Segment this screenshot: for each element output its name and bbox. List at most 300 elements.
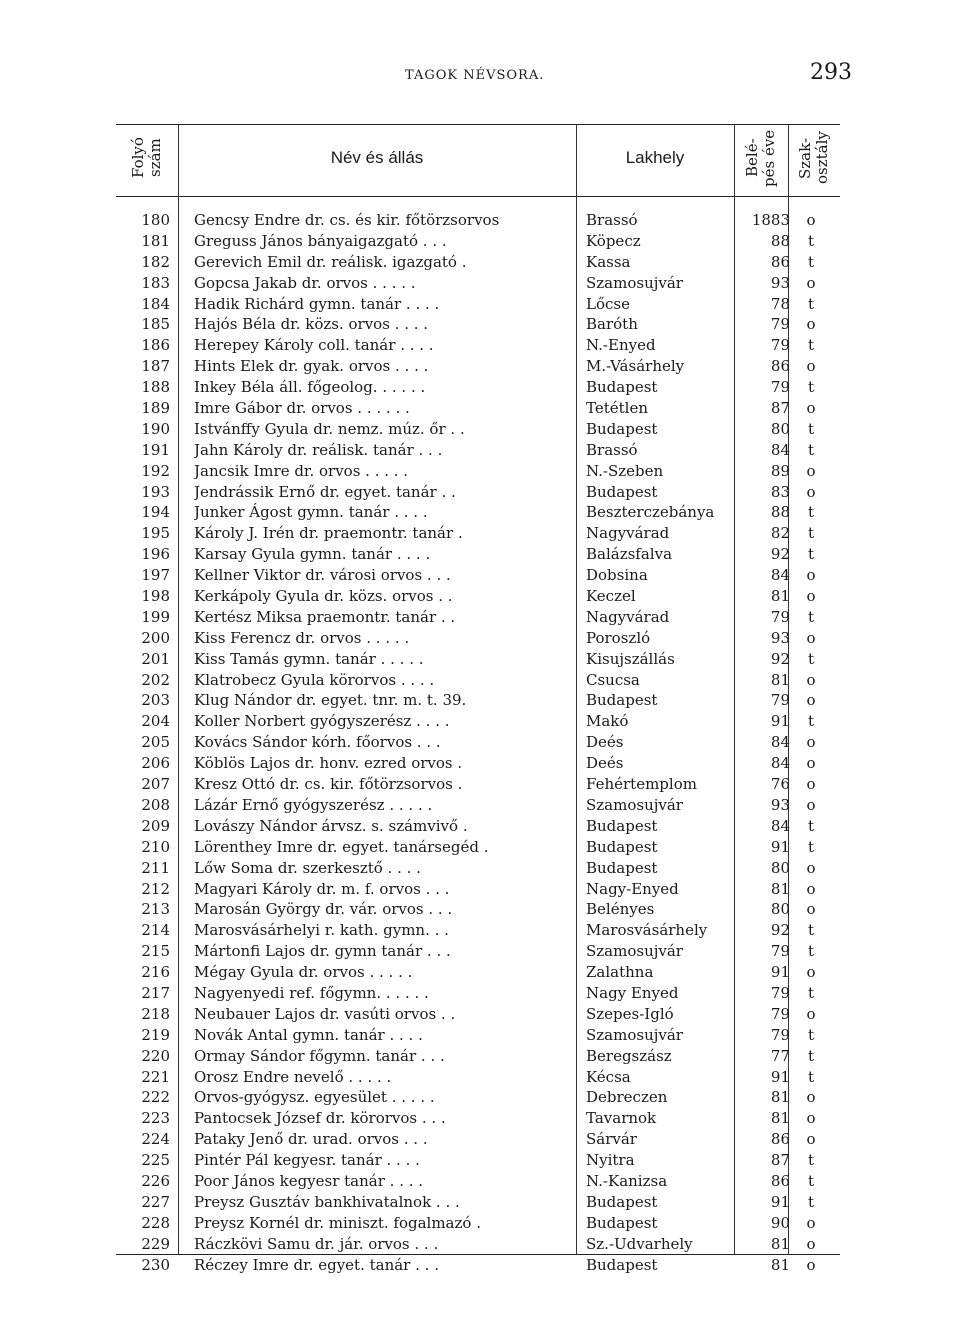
joined-year: 1883 — [751, 211, 790, 229]
row-number: 182 — [141, 252, 170, 271]
table-row — [116, 294, 840, 315]
table-row — [116, 586, 840, 607]
header-bottom-rule — [116, 196, 840, 197]
member-residence: Belényes — [586, 900, 655, 919]
member-residence: Budapest — [586, 1255, 658, 1274]
row-number: 207 — [141, 775, 170, 794]
joined-year: 79 — [770, 691, 790, 710]
table-row — [116, 1108, 840, 1129]
section-code: o — [806, 879, 816, 898]
member-name: Junker Ágost gymn. tanár . . . . — [194, 503, 428, 522]
member-residence: Budapest — [586, 1213, 658, 1232]
member-name: Istvánffy Gyula dr. nemz. múz. őr . . — [194, 419, 465, 438]
member-residence: Budapest — [586, 858, 658, 877]
row-number: 225 — [141, 1151, 170, 1170]
row-number: 194 — [141, 503, 170, 522]
member-residence: Tetétlen — [586, 399, 648, 418]
row-number: 218 — [141, 1004, 170, 1023]
member-residence: Kassa — [586, 252, 631, 271]
member-residence: Budapest — [586, 816, 658, 835]
section-code: o — [806, 461, 816, 480]
row-number: 220 — [141, 1046, 170, 1065]
joined-year: 92 — [770, 649, 790, 668]
table-row — [116, 565, 840, 586]
table-row — [116, 523, 840, 544]
section-code: o — [806, 775, 816, 794]
member-residence: Marosvásárhely — [586, 921, 708, 940]
joined-year: 91 — [770, 837, 790, 856]
joined-year: 83 — [770, 482, 790, 501]
table-row — [116, 732, 840, 753]
member-residence: Nagy Enyed — [586, 983, 679, 1002]
member-name: Mégay Gyula dr. orvos . . . . . — [194, 963, 413, 982]
joined-year: 91 — [770, 963, 790, 982]
member-name: Jahn Károly dr. reálisk. tanár . . . — [194, 440, 443, 459]
table-row — [116, 461, 840, 482]
header-joined-label: Belé-pés éve — [743, 129, 778, 187]
member-name: Magyari Károly dr. m. f. orvos . . . — [194, 879, 450, 898]
member-residence: Baróth — [586, 315, 638, 334]
member-name: Inkey Béla áll. főgeolog. . . . . . — [194, 378, 426, 397]
member-residence: Budapest — [586, 419, 658, 438]
row-number: 221 — [141, 1067, 170, 1086]
table-row — [116, 502, 840, 523]
section-code: o — [806, 211, 816, 229]
header-place-label: Lakhely — [625, 148, 685, 167]
table-row — [116, 816, 840, 837]
member-name: Köblös Lajos dr. honv. ezred orvos . — [194, 754, 463, 773]
table-row — [116, 983, 840, 1004]
row-number: 184 — [141, 294, 170, 313]
table-row — [116, 1234, 840, 1255]
member-name: Jendrássik Ernő dr. egyet. tanár . . — [194, 482, 456, 501]
joined-year: 79 — [770, 942, 790, 961]
row-number: 195 — [141, 524, 170, 543]
joined-year: 81 — [770, 1088, 790, 1107]
row-number: 196 — [141, 545, 170, 564]
section-code: o — [806, 628, 816, 647]
member-residence: Sz.-Udvarhely — [586, 1234, 693, 1253]
joined-year: 81 — [770, 1234, 790, 1253]
table-row — [116, 920, 840, 941]
section-code: o — [806, 482, 816, 501]
section-code: t — [807, 294, 815, 313]
table-row — [116, 1192, 840, 1213]
joined-year: 84 — [770, 733, 790, 752]
member-residence: Csucsa — [586, 670, 640, 689]
member-name: Kovács Sándor kórh. főorvos . . . — [194, 733, 441, 752]
row-number: 229 — [141, 1234, 170, 1253]
joined-year: 84 — [770, 754, 790, 773]
section-code: o — [806, 587, 816, 606]
section-code: t — [807, 545, 815, 564]
table-row — [116, 356, 840, 377]
table-row — [116, 879, 840, 900]
section-code: t — [807, 921, 815, 940]
member-name: Nagyenyedi ref. főgymn. . . . . . — [194, 983, 429, 1002]
member-residence: Dobsina — [586, 566, 648, 585]
row-number: 181 — [141, 231, 170, 250]
member-name: Hajós Béla dr. közs. orvos . . . . — [194, 315, 429, 334]
member-residence: Keczel — [586, 587, 636, 606]
member-residence: Kécsa — [586, 1067, 631, 1086]
row-number: 209 — [141, 816, 170, 835]
section-code: o — [806, 357, 816, 376]
member-name: Pantocsek József dr. körorvos . . . — [194, 1109, 446, 1128]
page-number: 293 — [810, 60, 852, 85]
row-number: 183 — [141, 273, 170, 292]
member-name: Pataky Jenő dr. urad. orvos . . . — [194, 1130, 428, 1149]
section-code: t — [807, 252, 815, 271]
table-row — [116, 941, 840, 962]
member-name: Herepey Károly coll. tanár . . . . — [194, 336, 434, 355]
joined-year: 81 — [770, 1109, 790, 1128]
table-row — [116, 377, 840, 398]
section-code: o — [806, 1109, 816, 1128]
joined-year: 78 — [770, 294, 790, 313]
section-code: t — [807, 816, 815, 835]
section-code: o — [806, 399, 816, 418]
member-residence: Brassó — [586, 211, 638, 229]
table-row — [116, 335, 840, 356]
section-code: o — [806, 963, 816, 982]
row-number: 212 — [141, 879, 170, 898]
section-code: t — [807, 524, 815, 543]
section-code: t — [807, 649, 815, 668]
header-place — [576, 128, 734, 188]
table-row — [116, 711, 840, 732]
member-name: Preysz Kornél dr. miniszt. fogalmazó . — [194, 1213, 481, 1232]
table-row — [116, 607, 840, 628]
section-code: t — [807, 837, 815, 856]
row-number: 187 — [141, 357, 170, 376]
row-number: 230 — [141, 1255, 170, 1274]
joined-year: 80 — [770, 419, 790, 438]
row-number: 190 — [141, 419, 170, 438]
section-code: o — [806, 858, 816, 877]
joined-year: 77 — [770, 1046, 790, 1065]
section-code: o — [806, 691, 816, 710]
member-residence: Szamosujvár — [586, 1025, 683, 1044]
member-residence: Budapest — [586, 837, 658, 856]
joined-year: 79 — [770, 607, 790, 626]
row-number: 224 — [141, 1130, 170, 1149]
section-code: t — [807, 1151, 815, 1170]
member-name: Jancsik Imre dr. orvos . . . . . — [194, 461, 409, 480]
row-number: 198 — [141, 587, 170, 606]
row-number: 217 — [141, 983, 170, 1002]
section-code: o — [806, 1234, 816, 1253]
member-residence: Tavarnok — [586, 1109, 657, 1128]
row-number: 180 — [141, 211, 170, 229]
section-code: o — [806, 733, 816, 752]
table-row — [116, 962, 840, 983]
header-joined — [734, 128, 788, 188]
member-name: Novák Antal gymn. tanár . . . . — [194, 1025, 423, 1044]
member-name: Károly J. Irén dr. praemontr. tanár . — [194, 524, 463, 543]
joined-year: 84 — [770, 816, 790, 835]
section-code: o — [806, 1130, 816, 1149]
member-name: Neubauer Lajos dr. vasúti orvos . . — [194, 1004, 456, 1023]
row-number: 210 — [141, 837, 170, 856]
table-row — [116, 837, 840, 858]
section-code: o — [806, 566, 816, 585]
section-code: o — [806, 315, 816, 334]
member-residence: Deés — [586, 733, 624, 752]
row-number: 204 — [141, 712, 170, 731]
member-residence: Makó — [586, 712, 629, 731]
table-row — [116, 1171, 840, 1192]
section-code: o — [806, 1213, 816, 1232]
member-name: Pintér Pál kegyesr. tanár . . . . — [194, 1151, 420, 1170]
section-code: t — [807, 712, 815, 731]
member-name: Marosán György dr. vár. orvos . . . — [194, 900, 453, 919]
member-residence: Nagyvárad — [586, 607, 670, 626]
joined-year: 93 — [770, 795, 790, 814]
row-number: 215 — [141, 942, 170, 961]
joined-year: 76 — [770, 775, 790, 794]
member-name: Marosvásárhelyi r. kath. gymn. . . — [194, 921, 449, 940]
row-number: 228 — [141, 1213, 170, 1232]
member-residence: Budapest — [586, 482, 658, 501]
table-body — [116, 210, 840, 1275]
joined-year: 91 — [770, 1067, 790, 1086]
member-name: Mártonfi Lajos dr. gymn tanár . . . — [194, 942, 451, 961]
member-residence: Szamosujvár — [586, 795, 683, 814]
row-number: 202 — [141, 670, 170, 689]
header-number — [122, 128, 172, 188]
member-name: Preysz Gusztáv bankhivatalnok . . . — [194, 1192, 460, 1211]
table-row — [116, 670, 840, 691]
joined-year: 86 — [770, 1171, 790, 1190]
table-row — [116, 252, 840, 273]
member-residence: Beszterczebánya — [586, 503, 715, 522]
member-name: Klatrobecz Gyula körorvos . . . . — [194, 670, 435, 689]
row-number: 193 — [141, 482, 170, 501]
joined-year: 87 — [770, 399, 790, 418]
member-name: Kertész Miksa praemontr. tanár . . — [194, 607, 456, 626]
member-name: Gopcsa Jakab dr. orvos . . . . . — [194, 273, 416, 292]
section-code: o — [806, 273, 816, 292]
joined-year: 81 — [770, 587, 790, 606]
table-row — [116, 795, 840, 816]
header-name — [178, 128, 576, 188]
member-residence: Szamosujvár — [586, 273, 683, 292]
member-residence: Szamosujvár — [586, 942, 683, 961]
member-name: Réczey Imre dr. egyet. tanár . . . — [194, 1255, 439, 1274]
section-code: t — [807, 336, 815, 355]
row-number: 197 — [141, 566, 170, 585]
joined-year: 92 — [770, 921, 790, 940]
table-row — [116, 858, 840, 879]
table-row — [116, 649, 840, 670]
row-number: 216 — [141, 963, 170, 982]
joined-year: 86 — [770, 1130, 790, 1149]
member-name: Lörenthey Imre dr. egyet. tanársegéd . — [194, 837, 489, 856]
joined-year: 87 — [770, 1151, 790, 1170]
member-residence: Lőcse — [586, 294, 630, 313]
table-row — [116, 482, 840, 503]
member-residence: N.-Kanizsa — [586, 1171, 668, 1190]
member-name: Lőw Soma dr. szerkesztő . . . . — [194, 858, 421, 877]
section-code: o — [806, 1088, 816, 1107]
row-number: 200 — [141, 628, 170, 647]
section-code: t — [807, 440, 815, 459]
section-code: t — [807, 607, 815, 626]
member-name: Kiss Ferencz dr. orvos . . . . . — [194, 628, 410, 647]
row-number: 222 — [141, 1088, 170, 1107]
table-row — [116, 273, 840, 294]
member-residence: Kisujszállás — [586, 649, 675, 668]
member-residence: Sárvár — [586, 1130, 637, 1149]
section-code: t — [807, 1025, 815, 1044]
member-name: Lázár Ernő gyógyszerész . . . . . — [194, 795, 433, 814]
member-name: Greguss János bányaigazgató . . . — [194, 231, 447, 250]
section-code: t — [807, 378, 815, 397]
joined-year: 89 — [770, 461, 790, 480]
member-name: Imre Gábor dr. orvos . . . . . . — [194, 399, 410, 418]
header-section — [788, 128, 840, 188]
joined-year: 86 — [770, 357, 790, 376]
table-row — [116, 899, 840, 920]
member-name: Koller Norbert gyógyszerész . . . . — [194, 712, 450, 731]
row-number: 206 — [141, 754, 170, 773]
member-residence: Debreczen — [586, 1088, 668, 1107]
row-number: 213 — [141, 900, 170, 919]
member-residence: Nagyvárad — [586, 524, 670, 543]
member-residence: N.-Szeben — [586, 461, 664, 480]
joined-year: 79 — [770, 315, 790, 334]
joined-year: 79 — [770, 1004, 790, 1023]
table-row — [116, 440, 840, 461]
joined-year: 86 — [770, 252, 790, 271]
table-row — [116, 231, 840, 252]
row-number: 223 — [141, 1109, 170, 1128]
table-row — [116, 690, 840, 711]
row-number: 189 — [141, 399, 170, 418]
member-residence: Balázsfalva — [586, 545, 673, 564]
table-row — [116, 753, 840, 774]
table-row — [116, 419, 840, 440]
section-code: o — [806, 1255, 816, 1274]
member-residence: Nagy-Enyed — [586, 879, 679, 898]
member-residence: Beregszász — [586, 1046, 672, 1065]
section-code: t — [807, 1046, 815, 1065]
joined-year: 88 — [770, 231, 790, 250]
row-number: 205 — [141, 733, 170, 752]
member-residence: Deés — [586, 754, 624, 773]
table-top-rule — [116, 124, 840, 125]
section-code: o — [806, 900, 816, 919]
joined-year: 79 — [770, 1025, 790, 1044]
joined-year: 80 — [770, 858, 790, 877]
row-number: 188 — [141, 378, 170, 397]
row-number: 203 — [141, 691, 170, 710]
member-residence: Budapest — [586, 691, 658, 710]
joined-year: 81 — [770, 879, 790, 898]
member-name: Hadik Richárd gymn. tanár . . . . — [194, 294, 440, 313]
row-number: 226 — [141, 1171, 170, 1190]
section-code: t — [807, 942, 815, 961]
section-code: o — [806, 754, 816, 773]
section-code: t — [807, 503, 815, 522]
row-number: 201 — [141, 649, 170, 668]
member-residence: Budapest — [586, 378, 658, 397]
table-row — [116, 1046, 840, 1067]
joined-year: 80 — [770, 900, 790, 919]
joined-year: 84 — [770, 566, 790, 585]
row-number: 214 — [141, 921, 170, 940]
member-residence: Brassó — [586, 440, 638, 459]
table-row — [116, 1213, 840, 1234]
row-number: 208 — [141, 795, 170, 814]
member-name: Ormay Sándor főgymn. tanár . . . — [194, 1046, 445, 1065]
section-code: t — [807, 1067, 815, 1086]
members-table — [116, 124, 840, 1274]
member-name: Kiss Tamás gymn. tanár . . . . . — [194, 649, 424, 668]
member-name: Klug Nándor dr. egyet. tnr. m. t. 39. — [194, 691, 467, 710]
member-name: Poor János kegyesr tanár . . . . — [194, 1171, 424, 1190]
member-residence: Fehértemplom — [586, 775, 697, 794]
joined-year: 81 — [770, 1255, 790, 1274]
table-row — [116, 774, 840, 795]
joined-year: 84 — [770, 440, 790, 459]
member-name: Kerkápoly Gyula dr. közs. orvos . . — [194, 587, 453, 606]
running-title: TAGOK NÉVSORA. — [405, 68, 545, 83]
running-head — [0, 60, 960, 90]
table-row — [116, 1067, 840, 1088]
section-code: t — [807, 1192, 815, 1211]
section-code: o — [806, 670, 816, 689]
table-row — [116, 1004, 840, 1025]
table-row — [116, 1150, 840, 1171]
member-name: Karsay Gyula gymn. tanár . . . . — [194, 545, 431, 564]
table-row — [116, 1025, 840, 1046]
member-name: Lovászy Nándor árvsz. s. számvivő . — [194, 816, 468, 835]
member-residence: Poroszló — [586, 628, 651, 647]
joined-year: 93 — [770, 628, 790, 647]
member-residence: N.-Enyed — [586, 336, 656, 355]
member-name: Orosz Endre nevelő . . . . . — [194, 1067, 392, 1086]
table-row — [116, 1129, 840, 1150]
member-name: Kresz Ottó dr. cs. kir. főtörzsorvos . — [194, 775, 463, 794]
member-name: Gerevich Emil dr. reálisk. igazgató . — [194, 252, 467, 271]
member-residence: Köpecz — [586, 231, 641, 250]
member-residence: Zalathna — [586, 963, 654, 982]
table-row — [116, 314, 840, 335]
table-row — [116, 398, 840, 419]
row-number: 211 — [141, 858, 170, 877]
joined-year: 88 — [770, 503, 790, 522]
row-number: 185 — [141, 315, 170, 334]
joined-year: 90 — [770, 1213, 790, 1232]
member-name: Kellner Viktor dr. városi orvos . . . — [194, 566, 451, 585]
joined-year: 82 — [770, 524, 790, 543]
member-residence: Budapest — [586, 1192, 658, 1211]
header-name-label: Név és állás — [330, 148, 424, 167]
row-number: 186 — [141, 336, 170, 355]
header-section-label: Szak-osztály — [796, 131, 831, 185]
section-code: t — [807, 1171, 815, 1190]
joined-year: 91 — [770, 712, 790, 731]
section-code: t — [807, 231, 815, 250]
member-residence: Nyitra — [586, 1151, 635, 1170]
section-code: o — [806, 1004, 816, 1023]
table-row — [116, 1087, 840, 1108]
row-number: 192 — [141, 461, 170, 480]
joined-year: 81 — [770, 670, 790, 689]
joined-year: 79 — [770, 983, 790, 1002]
